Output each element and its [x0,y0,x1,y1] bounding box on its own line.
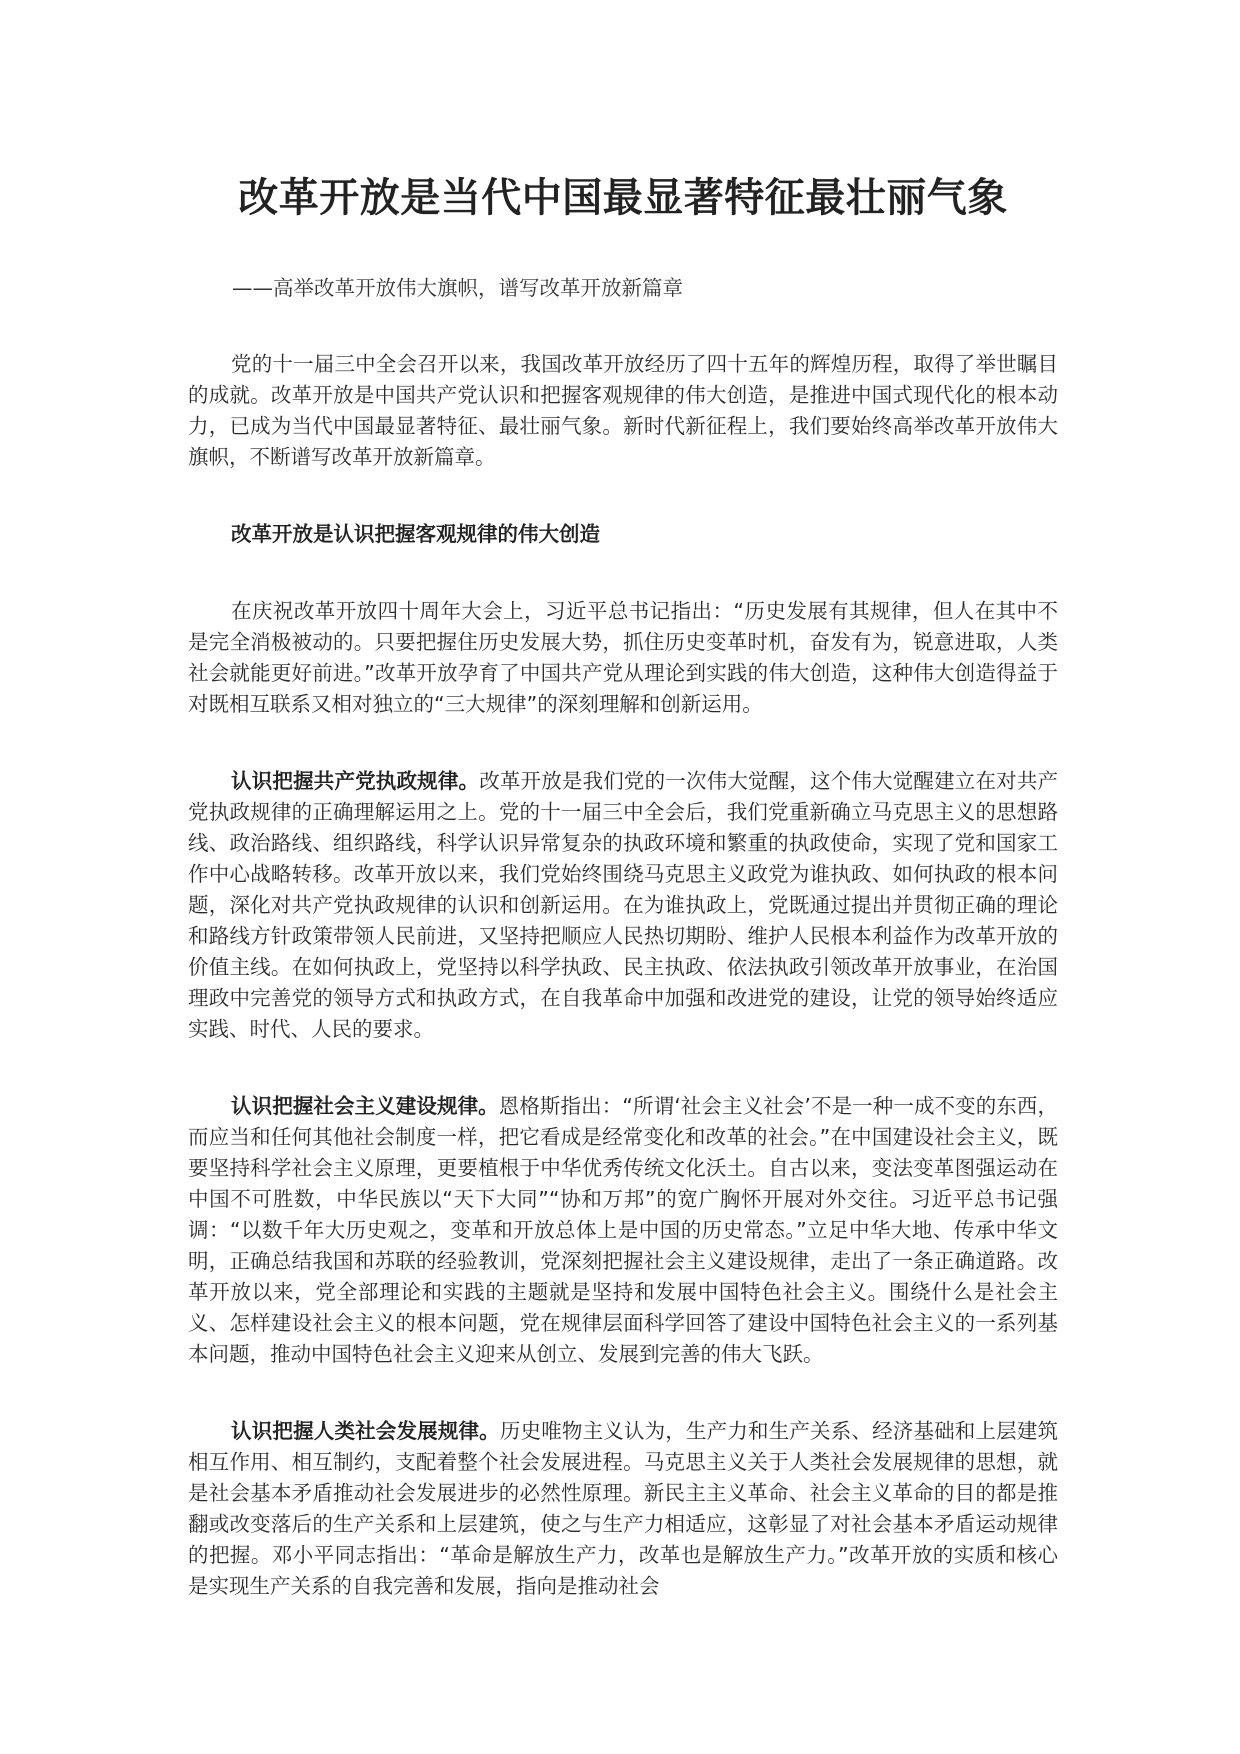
document-title: 改革开放是当代中国最显著特征最壮丽气象 [238,175,1008,221]
party-rule-paragraph [188,766,1058,1045]
society-rule-text: 历史唯物主义认为，生产力和生产关系、经济基础和上层建筑相互作用、相互制约，支配着整个社会发展进程。马克思主义关于人类社会发展规律的思想，就是社会基本矛盾推动社会发展进步的必然性原理。新民主主义革命、社会主义革命的目的都是推翻或改变落后的生产关系和上层建筑，使之与生产力相适应，这彰显了对社会基本矛盾运动规律的把握。邓小平同志指出：“革命是解放生产力，改革也是解放生产力。”改革开放的实质和核心是实现生产关系的自我完善和发展，指向是推动社会 [188,1419,1059,1598]
section-heading: 改革开放是认识把握客观规律的伟大创造 [231,522,601,546]
party-rule-text: 改革开放是我们党的一次伟大觉醒，这个伟大觉醒建立在对共产党执政规律的正确理解运用之上。党的十一届三中全会后，我们党重新确立马克思主义的思想路线、政治路线、组织路线，科学认识异常复杂的执政环境和繁重的执政使命，实现了党和国家工作中心战略转移。改革开放以来，我们党始终围绕马克思主义政党为谁执政、如何执政的根本问题，深化对共产党执政规律的认识和创新运用。在为谁执政上，党既通过提出并贯彻正确的理论和路线方针政策带领人民前进，又坚持把顺应人民热切期盼、维护人民根本利益作为改革开放的价值主线。在如何执政上，党坚持以科学执政、民主执政、依法执政引领改革开放事业，在治国理政中完善党的领导方式和执政方式，在自我革命中加强和改进党的建设，让党的领导始终适应实践、时代、人民的要求。 [188,769,1058,1041]
party-rule-lead: 认识把握共产党执政规律。 [231,769,480,793]
intro-paragraph: 党的十一届三中全会召开以来，我国改革开放经历了四十五年的辉煌历程，取得了举世瞩目的成就。改革开放是中国共产党认识和把握客观规律的伟大创造，是推进中国式现代化的根本动力，已成为当代中国最显著特征、最壮丽气象。新时代新征程上，我们要始终高举改革开放伟大旗帜，不断谱写改革开放新篇章。 [188,352,1058,469]
socialism-rule-paragraph [188,1091,1058,1370]
society-rule-paragraph [188,1416,1058,1602]
quote-paragraph: 在庆祝改革开放四十周年大会上，习近平总书记指出：“历史发展有其规律，但人在其中不是完全消极被动的。只要把握住历史发展大势，抓住历史变革时机，奋发有为，锐意进取，人类社会就能更好前进。”改革开放孕育了中国共产党从理论到实践的伟大创造，这种伟大创造得益于对既相互联系又相对独立的“三大规律”的深刻理解和创新运用。 [188,599,1058,716]
socialism-rule-text: 恩格斯指出：“所谓‘社会主义社会’不是一种一成不变的东西，而应当和任何其他社会制度一样，把它看成是经常变化和改革的社会。”在中国建设社会主义，既要坚持科学社会主义原理，更要植根于中华优秀传统文化沃土。自古以来，变法变革图强运动在中国不可胜数，中华民族以“天下大同”“协和万邦”的宽广胸怀开展对外交往。习近平总书记强调：“以数千年大历史观之，变革和开放总体上是中国的历史常态。”立足中华大地、传承中华文明，正确总结我国和苏联的经验教训，党深刻把握社会主义建设规律，走出了一条正确道路。改革开放以来，党全部理论和实践的主题就是坚持和发展中国特色社会主义。围绕什么是社会主义、怎样建设社会主义的根本问题，党在规律层面科学回答了建设中国特色社会主义的一系列基本问题，推动中国特色社会主义迎来从创立、发展到完善的伟大飞跃。 [188,1094,1058,1366]
document-subtitle: ——高举改革开放伟大旗帜，谱写改革开放新篇章 [232,276,683,300]
society-rule-lead: 认识把握人类社会发展规律。 [231,1419,500,1443]
socialism-rule-lead: 认识把握社会主义建设规律。 [231,1094,499,1118]
